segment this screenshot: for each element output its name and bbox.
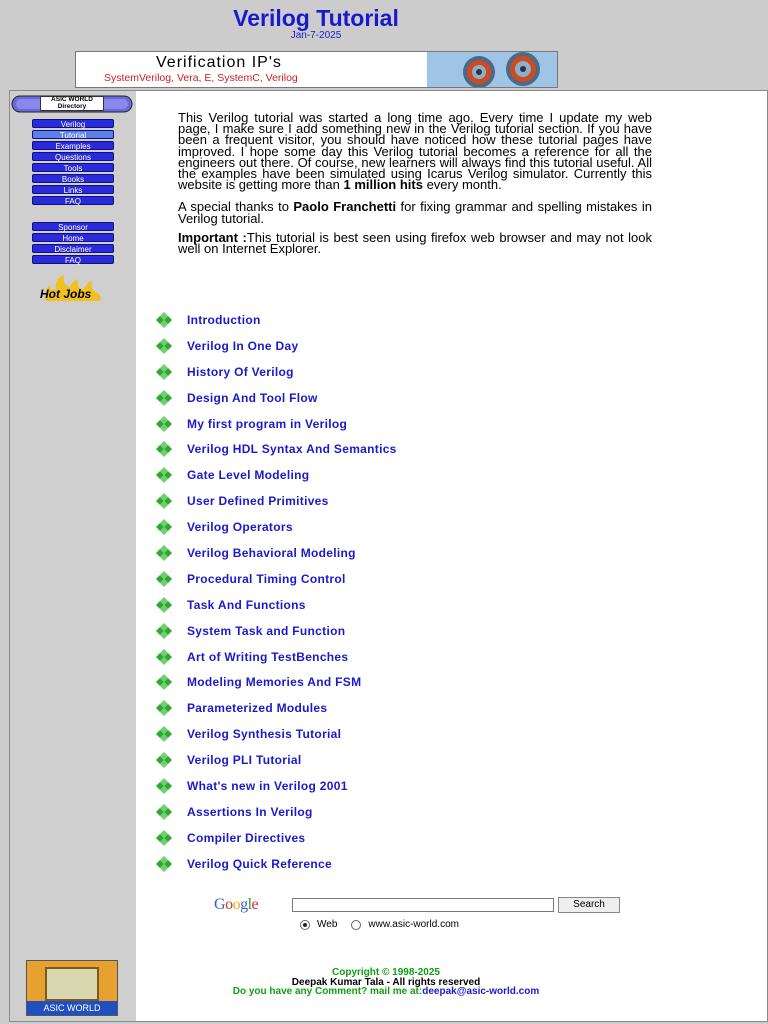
toc-link[interactable]: Parameterized Modules bbox=[187, 701, 328, 716]
toc-item bbox=[152, 488, 397, 514]
google-logo-letter: o bbox=[232, 896, 241, 913]
toc-item bbox=[152, 721, 397, 747]
toc-link[interactable]: Assertions In Verilog bbox=[187, 804, 313, 819]
green-diamonds-icon bbox=[152, 597, 176, 613]
green-diamonds-icon bbox=[152, 674, 176, 690]
nav-sponsor[interactable]: Sponsor bbox=[32, 222, 114, 231]
toc-item bbox=[152, 333, 397, 359]
green-diamonds-icon bbox=[152, 649, 176, 665]
hot-jobs-link[interactable] bbox=[38, 273, 108, 303]
green-diamonds-icon bbox=[152, 312, 176, 328]
intro-text bbox=[178, 112, 652, 265]
toc-item bbox=[152, 773, 397, 799]
green-diamonds-icon bbox=[152, 726, 176, 742]
toc-link[interactable]: Verilog Quick Reference bbox=[187, 856, 332, 871]
toc-item bbox=[152, 411, 397, 437]
intro-paragraph bbox=[178, 110, 652, 193]
thanks-name: Paolo Franchetti bbox=[293, 199, 397, 215]
nav-tutorial[interactable]: Tutorial bbox=[32, 130, 114, 139]
hits-count: 1 million hits bbox=[343, 177, 423, 193]
toc-link[interactable]: Verilog Behavioral Modeling bbox=[187, 545, 356, 560]
thanks-paragraph bbox=[178, 199, 652, 226]
toc-item bbox=[152, 747, 397, 773]
toc-link[interactable]: User Defined Primitives bbox=[187, 494, 329, 509]
green-diamonds-icon bbox=[152, 700, 176, 716]
toc-link[interactable]: Verilog In One Day bbox=[187, 338, 299, 353]
green-diamonds-icon bbox=[152, 338, 176, 354]
green-diamonds-icon bbox=[152, 416, 176, 432]
toc-link[interactable]: Verilog Operators bbox=[187, 520, 293, 535]
toc-link[interactable]: Verilog Synthesis Tutorial bbox=[187, 727, 342, 742]
important-label: Important : bbox=[178, 229, 247, 245]
green-diamonds-icon bbox=[152, 545, 176, 561]
google-logo-letter: G bbox=[214, 896, 226, 913]
toc-link[interactable]: Task And Functions bbox=[187, 597, 306, 612]
toc-link[interactable]: Introduction bbox=[187, 312, 261, 327]
google-logo-letter: l bbox=[247, 896, 252, 913]
toc-link[interactable]: Gate Level Modeling bbox=[187, 468, 310, 483]
toc-link[interactable]: Compiler Directives bbox=[187, 830, 306, 845]
directory-logo-label: ASIC WORLD Directory bbox=[40, 96, 104, 111]
copyright: Copyright © 1998-2025 bbox=[332, 967, 440, 978]
thanks-post: for fixing grammar and spelling mistakes in Verilog tutorial. bbox=[178, 199, 652, 226]
toc-item bbox=[152, 618, 397, 644]
toc-item bbox=[152, 799, 397, 825]
footer bbox=[136, 968, 636, 997]
green-diamonds-icon bbox=[152, 778, 176, 794]
comment-line bbox=[136, 987, 636, 997]
toc-item bbox=[152, 566, 397, 592]
toc-item bbox=[152, 359, 397, 385]
toc-item bbox=[152, 462, 397, 488]
author: Deepak Kumar Tala - All rights reserved bbox=[291, 976, 481, 988]
toc-link[interactable]: My first program in Verilog bbox=[187, 416, 348, 431]
toc-item bbox=[152, 644, 397, 670]
green-diamonds-icon bbox=[152, 467, 176, 483]
google-logo-letter: o bbox=[225, 896, 233, 913]
toc-item bbox=[152, 385, 397, 411]
page-date: Jan-7-2025 bbox=[290, 30, 342, 41]
toc-item bbox=[152, 514, 397, 540]
banner-subtitle: SystemVerilog, Vera, E, SystemC, Verilog bbox=[104, 72, 298, 84]
google-logo-letter: e bbox=[251, 896, 259, 913]
hot-jobs-label: Hot Jobs bbox=[40, 287, 92, 301]
toc-item bbox=[152, 307, 397, 333]
important-text: This tutorial is best seen using firefox web browser and may not look well on Internet Explorer. bbox=[178, 229, 652, 257]
nav-faq[interactable]: FAQ bbox=[32, 196, 114, 205]
nav-links[interactable]: Links bbox=[32, 185, 114, 194]
green-diamonds-icon bbox=[152, 830, 176, 846]
nav-examples[interactable]: Examples bbox=[32, 141, 114, 150]
sidebar bbox=[10, 91, 136, 1021]
search-button[interactable]: Search bbox=[558, 897, 620, 913]
toc-link[interactable]: History Of Verilog bbox=[187, 364, 294, 379]
toc-item bbox=[152, 825, 397, 851]
google-logo-letter: g bbox=[240, 896, 248, 913]
toc-link[interactable]: What's new in Verilog 2001 bbox=[187, 778, 348, 793]
green-diamonds-icon bbox=[152, 752, 176, 768]
google-search bbox=[212, 894, 632, 934]
banner-title: Verification IP's bbox=[156, 54, 282, 71]
sidebar-bottom bbox=[10, 958, 136, 1021]
radio-web-label: Web bbox=[317, 919, 338, 930]
radio-site-label: www.asic-world.com bbox=[368, 919, 459, 930]
intro-body: This Verilog tutorial was started a long time ago. Every time I update my web page, I make sure I add something new in the Verilog tutorial section. If you have been a frequent visitor, you should have noticed how these tutorial pages have improved. I hope some day this Verilog tutorial becomes a reference for all the engineers out there. Of course, new learners will always find this tutorial useful. All the examples have been simulated using Icarus Verilog simulator. Currently this website is getting more than bbox=[178, 110, 652, 193]
asic-world-logo-label: ASIC WORLD bbox=[27, 1001, 117, 1015]
asic-world-logo[interactable] bbox=[26, 960, 118, 1016]
google-logo bbox=[214, 896, 258, 914]
email-link[interactable]: deepak@asic-world.com bbox=[422, 986, 540, 997]
green-diamonds-icon bbox=[152, 804, 176, 820]
thanks-pre: A special thanks to bbox=[178, 199, 294, 215]
toc-link[interactable]: Verilog HDL Syntax And Semantics bbox=[187, 442, 397, 457]
toc-link[interactable]: Design And Tool Flow bbox=[187, 390, 318, 405]
toc-item bbox=[152, 695, 397, 721]
nav-questions[interactable]: Questions bbox=[32, 152, 114, 161]
green-diamonds-icon bbox=[152, 493, 176, 509]
tutorial-toc bbox=[152, 307, 397, 877]
toc-item bbox=[152, 851, 397, 877]
toc-item bbox=[152, 540, 397, 566]
important-paragraph bbox=[178, 229, 652, 257]
toc-item bbox=[152, 592, 397, 618]
toc-item bbox=[152, 669, 397, 695]
search-input[interactable] bbox=[292, 898, 554, 912]
search-scope-options bbox=[300, 919, 473, 930]
green-diamonds-icon bbox=[152, 519, 176, 535]
toc-link[interactable]: Procedural Timing Control bbox=[187, 571, 346, 586]
primary-nav bbox=[32, 119, 114, 207]
asic-world-directory-logo[interactable] bbox=[10, 93, 134, 115]
green-diamonds-icon bbox=[152, 571, 176, 587]
gears-icon bbox=[427, 52, 557, 88]
green-diamonds-icon bbox=[152, 390, 176, 406]
toc-link[interactable]: Verilog PLI Tutorial bbox=[187, 753, 302, 768]
green-diamonds-icon bbox=[152, 856, 176, 872]
nav-faq-2[interactable]: FAQ bbox=[32, 255, 114, 264]
comment-prefix: Do you have any Comment? mail me at: bbox=[232, 986, 423, 997]
secondary-nav bbox=[32, 222, 114, 266]
page-title: Verilog Tutorial bbox=[233, 5, 399, 31]
toc-link[interactable]: Art of Writing TestBenches bbox=[187, 649, 349, 664]
nav-books[interactable]: Books bbox=[32, 174, 114, 183]
radio-site[interactable] bbox=[351, 920, 361, 930]
radio-web[interactable] bbox=[300, 920, 310, 930]
green-diamonds-icon bbox=[152, 623, 176, 639]
green-diamonds-icon bbox=[152, 441, 176, 457]
toc-link[interactable]: System Task and Function bbox=[187, 623, 346, 638]
green-diamonds-icon bbox=[152, 364, 176, 380]
intro-body-end: every month. bbox=[422, 177, 502, 193]
verification-ip-banner[interactable] bbox=[75, 51, 558, 88]
nav-verilog[interactable]: Verilog bbox=[32, 119, 114, 128]
chip-icon bbox=[45, 967, 99, 1001]
nav-tools[interactable]: Tools bbox=[32, 163, 114, 172]
nav-disclaimer[interactable]: Disclaimer bbox=[32, 244, 114, 253]
nav-home[interactable]: Home bbox=[32, 233, 114, 242]
toc-link[interactable]: Modeling Memories And FSM bbox=[187, 675, 362, 690]
toc-item bbox=[152, 436, 397, 462]
